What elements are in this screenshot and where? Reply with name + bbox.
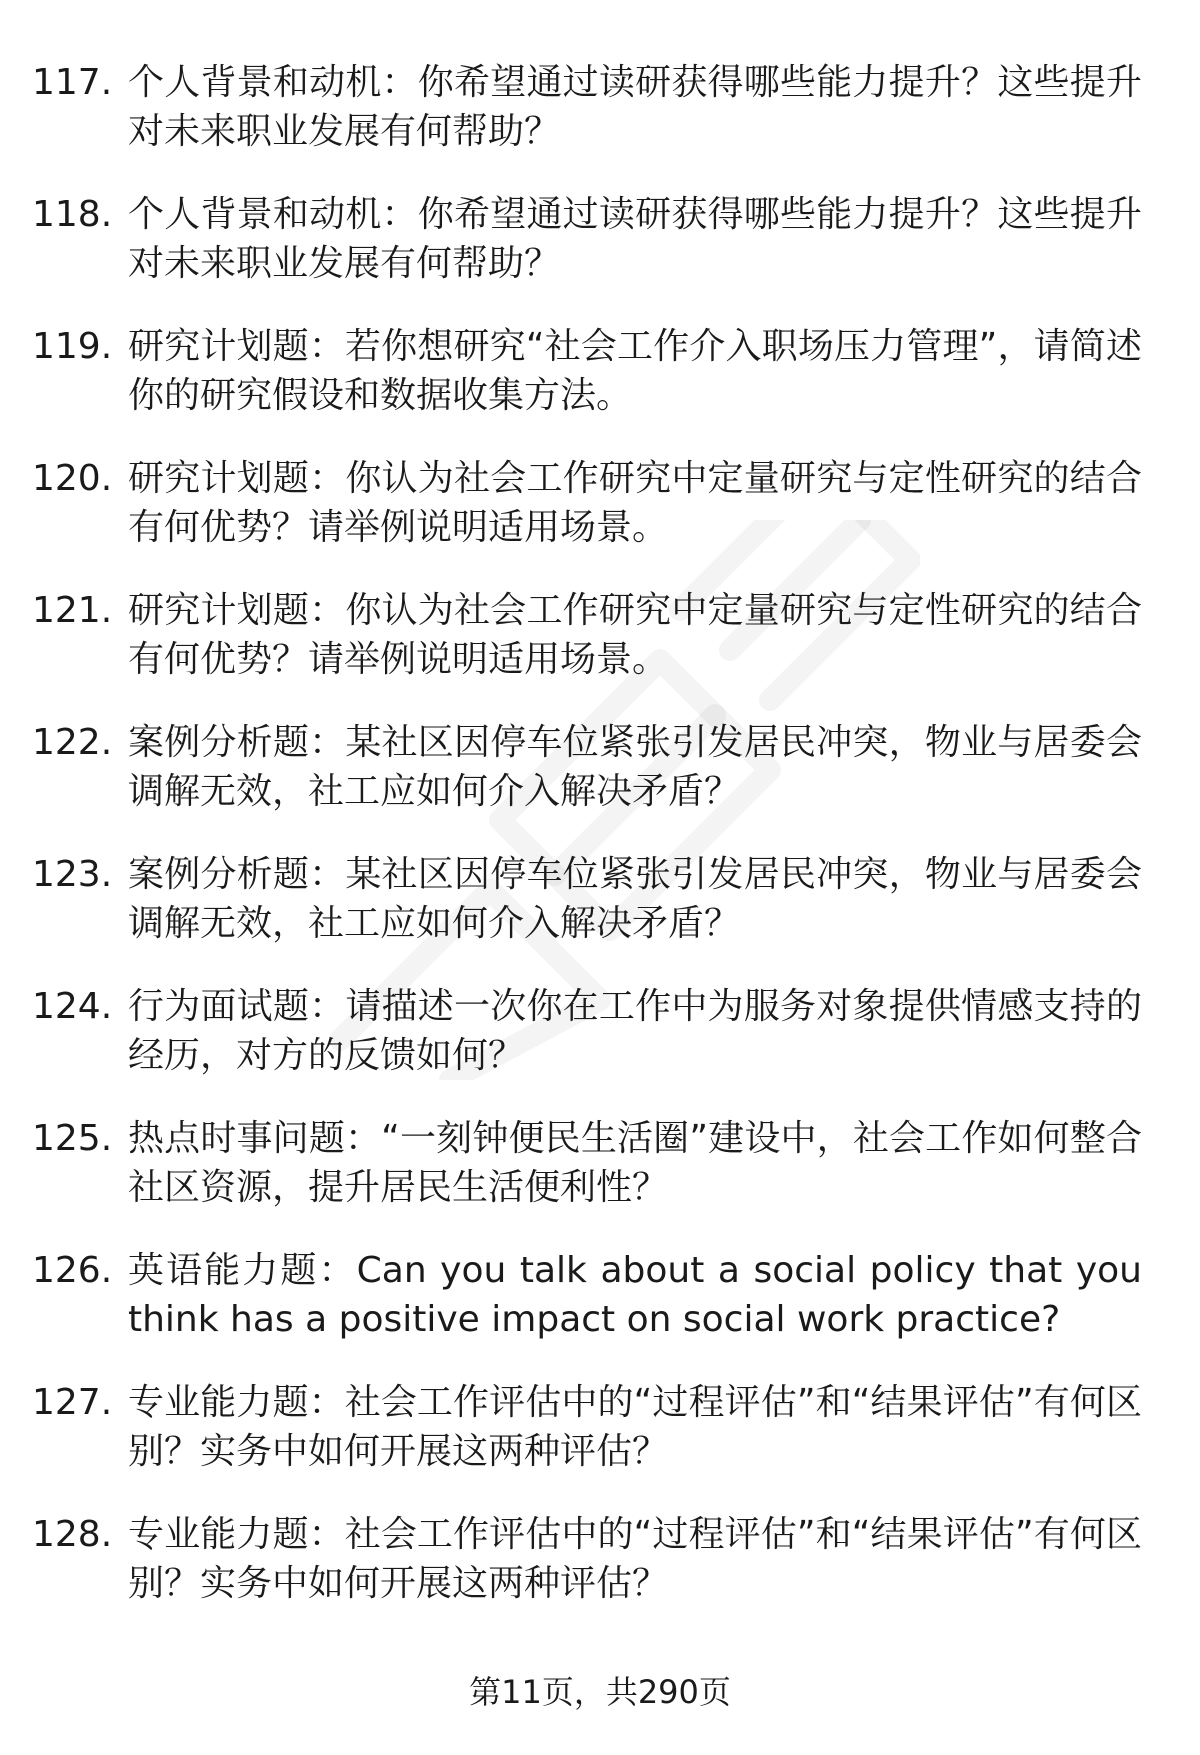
list-item — [32, 190, 1142, 322]
question-text: 案例分析题：某社区因停车位紧张引发居民冲突，物业与居委会调解无效，社工应如何介入解决矛盾？ — [128, 854, 1142, 944]
question-text: 专业能力题：社会工作评估中的“过程评估”和“结果评估”有何区别？实务中如何开展这两种评估？ — [128, 1514, 1142, 1604]
question-number: 123. — [32, 854, 113, 895]
question-number: 128. — [32, 1514, 113, 1555]
question-number: 119. — [32, 326, 113, 367]
list-item — [32, 1510, 1142, 1642]
question-list — [32, 58, 1142, 1642]
question-number: 121. — [32, 590, 113, 631]
list-item — [32, 58, 1142, 190]
list-item — [32, 454, 1142, 586]
list-item — [32, 1246, 1142, 1378]
question-text: 研究计划题：你认为社会工作研究中定量研究与定性研究的结合有何优势？请举例说明适用场景。 — [128, 458, 1142, 548]
list-item — [32, 982, 1142, 1114]
question-number: 127. — [32, 1382, 113, 1423]
question-number: 125. — [32, 1118, 113, 1159]
list-item — [32, 1378, 1142, 1510]
list-item — [32, 718, 1142, 850]
question-number: 122. — [32, 722, 113, 763]
list-item — [32, 850, 1142, 982]
question-number: 124. — [32, 986, 113, 1027]
question-number: 118. — [32, 194, 113, 235]
question-text: 英语能力题：Can you talk about a social policy that you think has a positive impact on social work practice? — [128, 1250, 1142, 1340]
question-text: 热点时事问题：“一刻钟便民生活圈”建设中，社会工作如何整合社区资源，提升居民生活便利性？ — [128, 1118, 1142, 1208]
list-item — [32, 322, 1142, 454]
page-footer: 第11页，共290页 — [469, 1673, 731, 1711]
question-text: 个人背景和动机：你希望通过读研获得哪些能力提升？这些提升对未来职业发展有何帮助？ — [128, 194, 1142, 284]
list-item — [32, 586, 1142, 718]
question-number: 117. — [32, 62, 113, 103]
list-item — [32, 1114, 1142, 1246]
question-text: 研究计划题：你认为社会工作研究中定量研究与定性研究的结合有何优势？请举例说明适用场景。 — [128, 590, 1142, 680]
question-text: 个人背景和动机：你希望通过读研获得哪些能力提升？这些提升对未来职业发展有何帮助？ — [128, 62, 1142, 152]
question-text: 案例分析题：某社区因停车位紧张引发居民冲突，物业与居委会调解无效，社工应如何介入解决矛盾？ — [128, 722, 1142, 812]
question-number: 126. — [32, 1250, 113, 1291]
question-number: 120. — [32, 458, 113, 499]
question-text: 研究计划题：若你想研究“社会工作介入职场压力管理”，请简述你的研究假设和数据收集方法。 — [128, 326, 1142, 416]
question-text: 行为面试题：请描述一次你在工作中为服务对象提供情感支持的经历，对方的反馈如何？ — [128, 986, 1142, 1076]
question-text: 专业能力题：社会工作评估中的“过程评估”和“结果评估”有何区别？实务中如何开展这两种评估？ — [128, 1382, 1142, 1472]
